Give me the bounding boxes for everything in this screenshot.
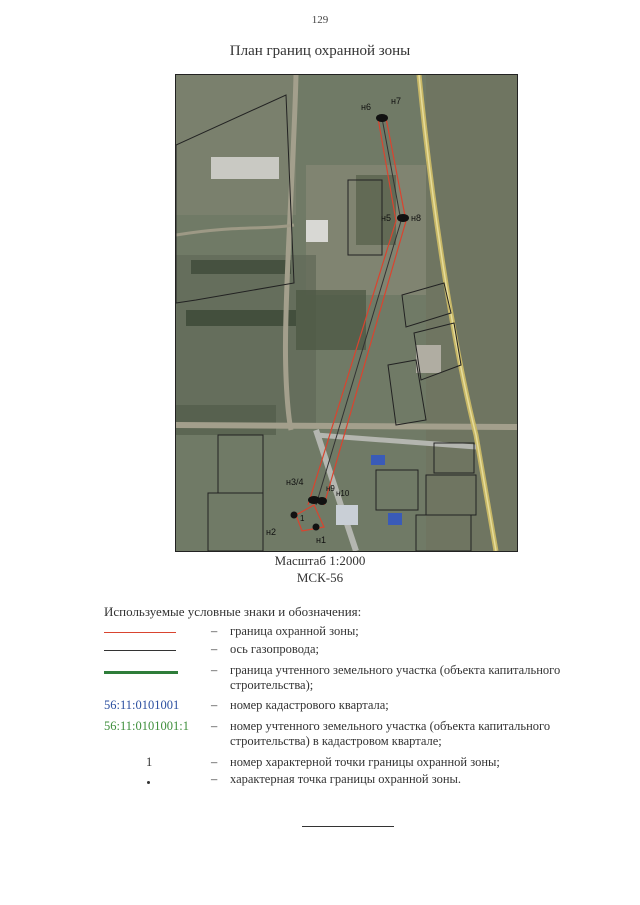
characteristic-point-icon bbox=[147, 781, 150, 784]
legend-title: Используемые условные знаки и обозначения: bbox=[104, 604, 362, 619]
legend-dash: – bbox=[211, 719, 218, 733]
legend-symbol-quarter-code bbox=[104, 698, 214, 714]
legend-dash: – bbox=[211, 624, 218, 638]
legend-symbol-parcel-code bbox=[104, 719, 214, 735]
point-label-n5: н5 bbox=[381, 213, 391, 223]
point-label-n8: н8 bbox=[411, 213, 421, 223]
legend-dash: – bbox=[211, 663, 218, 677]
satellite-map bbox=[176, 75, 517, 551]
legend-symbol-zone-boundary bbox=[104, 624, 214, 640]
map-title: План границ охранной зоны bbox=[229, 43, 411, 59]
map-frame bbox=[175, 74, 518, 552]
legend-symbol-point-number bbox=[104, 755, 214, 771]
signature-line bbox=[302, 826, 394, 827]
point-label-n9: н9 bbox=[326, 484, 335, 493]
page-number: 129 bbox=[311, 14, 329, 26]
parcel-boundary-line-icon bbox=[104, 671, 178, 674]
legend-symbol-parcel-boundary bbox=[104, 663, 214, 679]
legend-dash: – bbox=[211, 698, 218, 712]
legend-symbol-gas-axis bbox=[104, 642, 214, 658]
point-label-1: 1 bbox=[300, 514, 305, 523]
parcel-code-sample: 56:11:0101001:1 bbox=[104, 719, 189, 733]
point-label-n7: н7 bbox=[391, 96, 401, 106]
legend-text: номер кадастрового квартала; bbox=[230, 698, 389, 712]
legend-dash: – bbox=[211, 772, 218, 786]
point-number-sample: 1 bbox=[146, 755, 153, 769]
legend-text: номер характерной точки границы охранной зоны; bbox=[230, 755, 500, 769]
legend-text: номер учтенного земельного участка (объекта капитального строительства) в кадастровом квартале; bbox=[230, 719, 551, 748]
gas-axis-line-icon bbox=[104, 650, 176, 651]
coordinate-system: МСК-56 bbox=[296, 570, 344, 585]
quarter-code-sample: 56:11:0101001 bbox=[104, 698, 180, 712]
legend-symbol-point bbox=[104, 772, 214, 788]
point-label-n6: н6 bbox=[361, 102, 371, 112]
legend-dash: – bbox=[211, 755, 218, 769]
legend-text: граница учтенного земельного участка (объекта капитального строительства); bbox=[230, 663, 561, 692]
point-label-n1: н1 bbox=[316, 535, 326, 545]
point-label-n10: н10 bbox=[336, 489, 350, 498]
legend-text: ось газопровода; bbox=[230, 642, 320, 656]
legend-text: характерная точка границы охранной зоны. bbox=[230, 772, 462, 786]
map-scale: Масштаб 1:2000 bbox=[274, 553, 366, 568]
legend-text: граница охранной зоны; bbox=[230, 624, 359, 638]
legend-dash: – bbox=[211, 642, 218, 656]
point-label-n3-4: н3/4 bbox=[286, 477, 304, 487]
point-label-n2: н2 bbox=[266, 527, 276, 537]
zone-boundary-line-icon bbox=[104, 632, 176, 633]
